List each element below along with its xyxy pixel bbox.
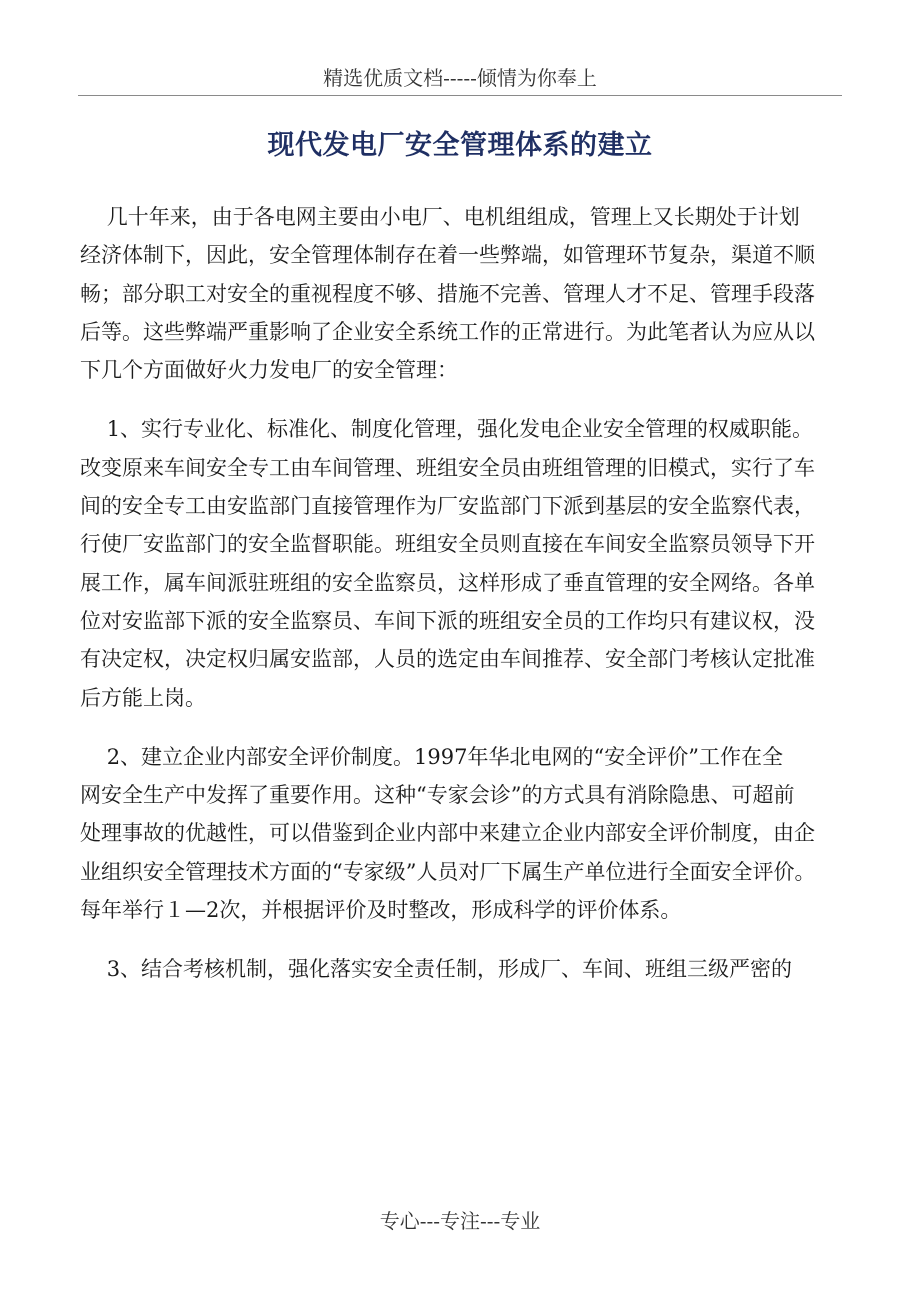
text-line: 网安全生产中发挥了重要作用。这种“专家会诊”的方式具有消除隐患、可超前 (80, 783, 795, 808)
text-line: 位对安监部下派的安全监察员、车间下派的班组安全员的工作均只有建议权，没 (80, 608, 815, 633)
text-line: 展工作，属车间派驻班组的安全监察员，这样形成了垂直管理的安全网络。各单 (80, 570, 815, 595)
document-body (80, 198, 850, 989)
text-line: 后方能上岗。 (80, 685, 206, 710)
paragraph-item-1 (80, 410, 850, 716)
page-footer: 专心---专注---专业 (379, 1209, 541, 1233)
document-title: 现代发电厂安全管理体系的建立 (267, 130, 653, 161)
page-header: 精选优质文档-----倾情为你奉上 (323, 66, 597, 90)
text-line: 畅；部分职工对安全的重视程度不够、措施不完善、管理人才不足、管理手段落 (80, 281, 815, 306)
text-line: 后等。这些弊端严重影响了企业安全系统工作的正常进行。为此笔者认为应从以 (80, 319, 815, 344)
paragraph-item-2 (80, 738, 850, 929)
paragraph-item-3 (80, 950, 850, 988)
text-line: 2、建立企业内部安全评价制度。1997年华北电网的“安全评价”工作在全 (80, 744, 783, 769)
text-line: 下几个方面做好火力发电厂的安全管理： (80, 358, 458, 383)
header-divider (78, 95, 842, 96)
paragraph-gap (80, 389, 850, 410)
paragraph-gap (80, 929, 850, 950)
text-line: 间的安全专工由安监部门直接管理作为厂安监部门下派到基层的安全监察代表， (80, 494, 815, 519)
text-line: 每年举行１—2次，并根据评价及时整改，形成科学的评价体系。 (80, 898, 682, 923)
text-line: 经济体制下，因此，安全管理体制存在着一些弊端，如管理环节复杂，渠道不顺 (80, 243, 815, 268)
paragraph-gap (80, 717, 850, 738)
text-line: 改变原来车间安全专工由车间管理、班组安全员由班组管理的旧模式，实行了车 (80, 455, 815, 480)
text-line: 处理事故的优越性，可以借鉴到企业内部中来建立企业内部安全评价制度，由企 (80, 821, 815, 846)
text-line: 3、结合考核机制，强化落实安全责任制，形成厂、车间、班组三级严密的 (80, 957, 793, 982)
text-line: 1、实行专业化、标准化、制度化管理，强化发电企业安全管理的权威职能。 (80, 417, 814, 442)
text-line: 业组织安全管理技术方面的“专家级”人员对厂下属生产单位进行全面安全评价。 (80, 859, 816, 884)
text-line: 行使厂安监部门的安全监督职能。班组安全员则直接在车间安全监察员领导下开 (80, 532, 815, 557)
text-line: 几十年来，由于各电网主要由小电厂、电机组组成，管理上又长期处于计划 (80, 205, 800, 229)
text-line: 有决定权，决定权归属安监部，人员的选定由车间推荐、安全部门考核认定批准 (80, 647, 815, 672)
paragraph-intro (80, 198, 850, 389)
